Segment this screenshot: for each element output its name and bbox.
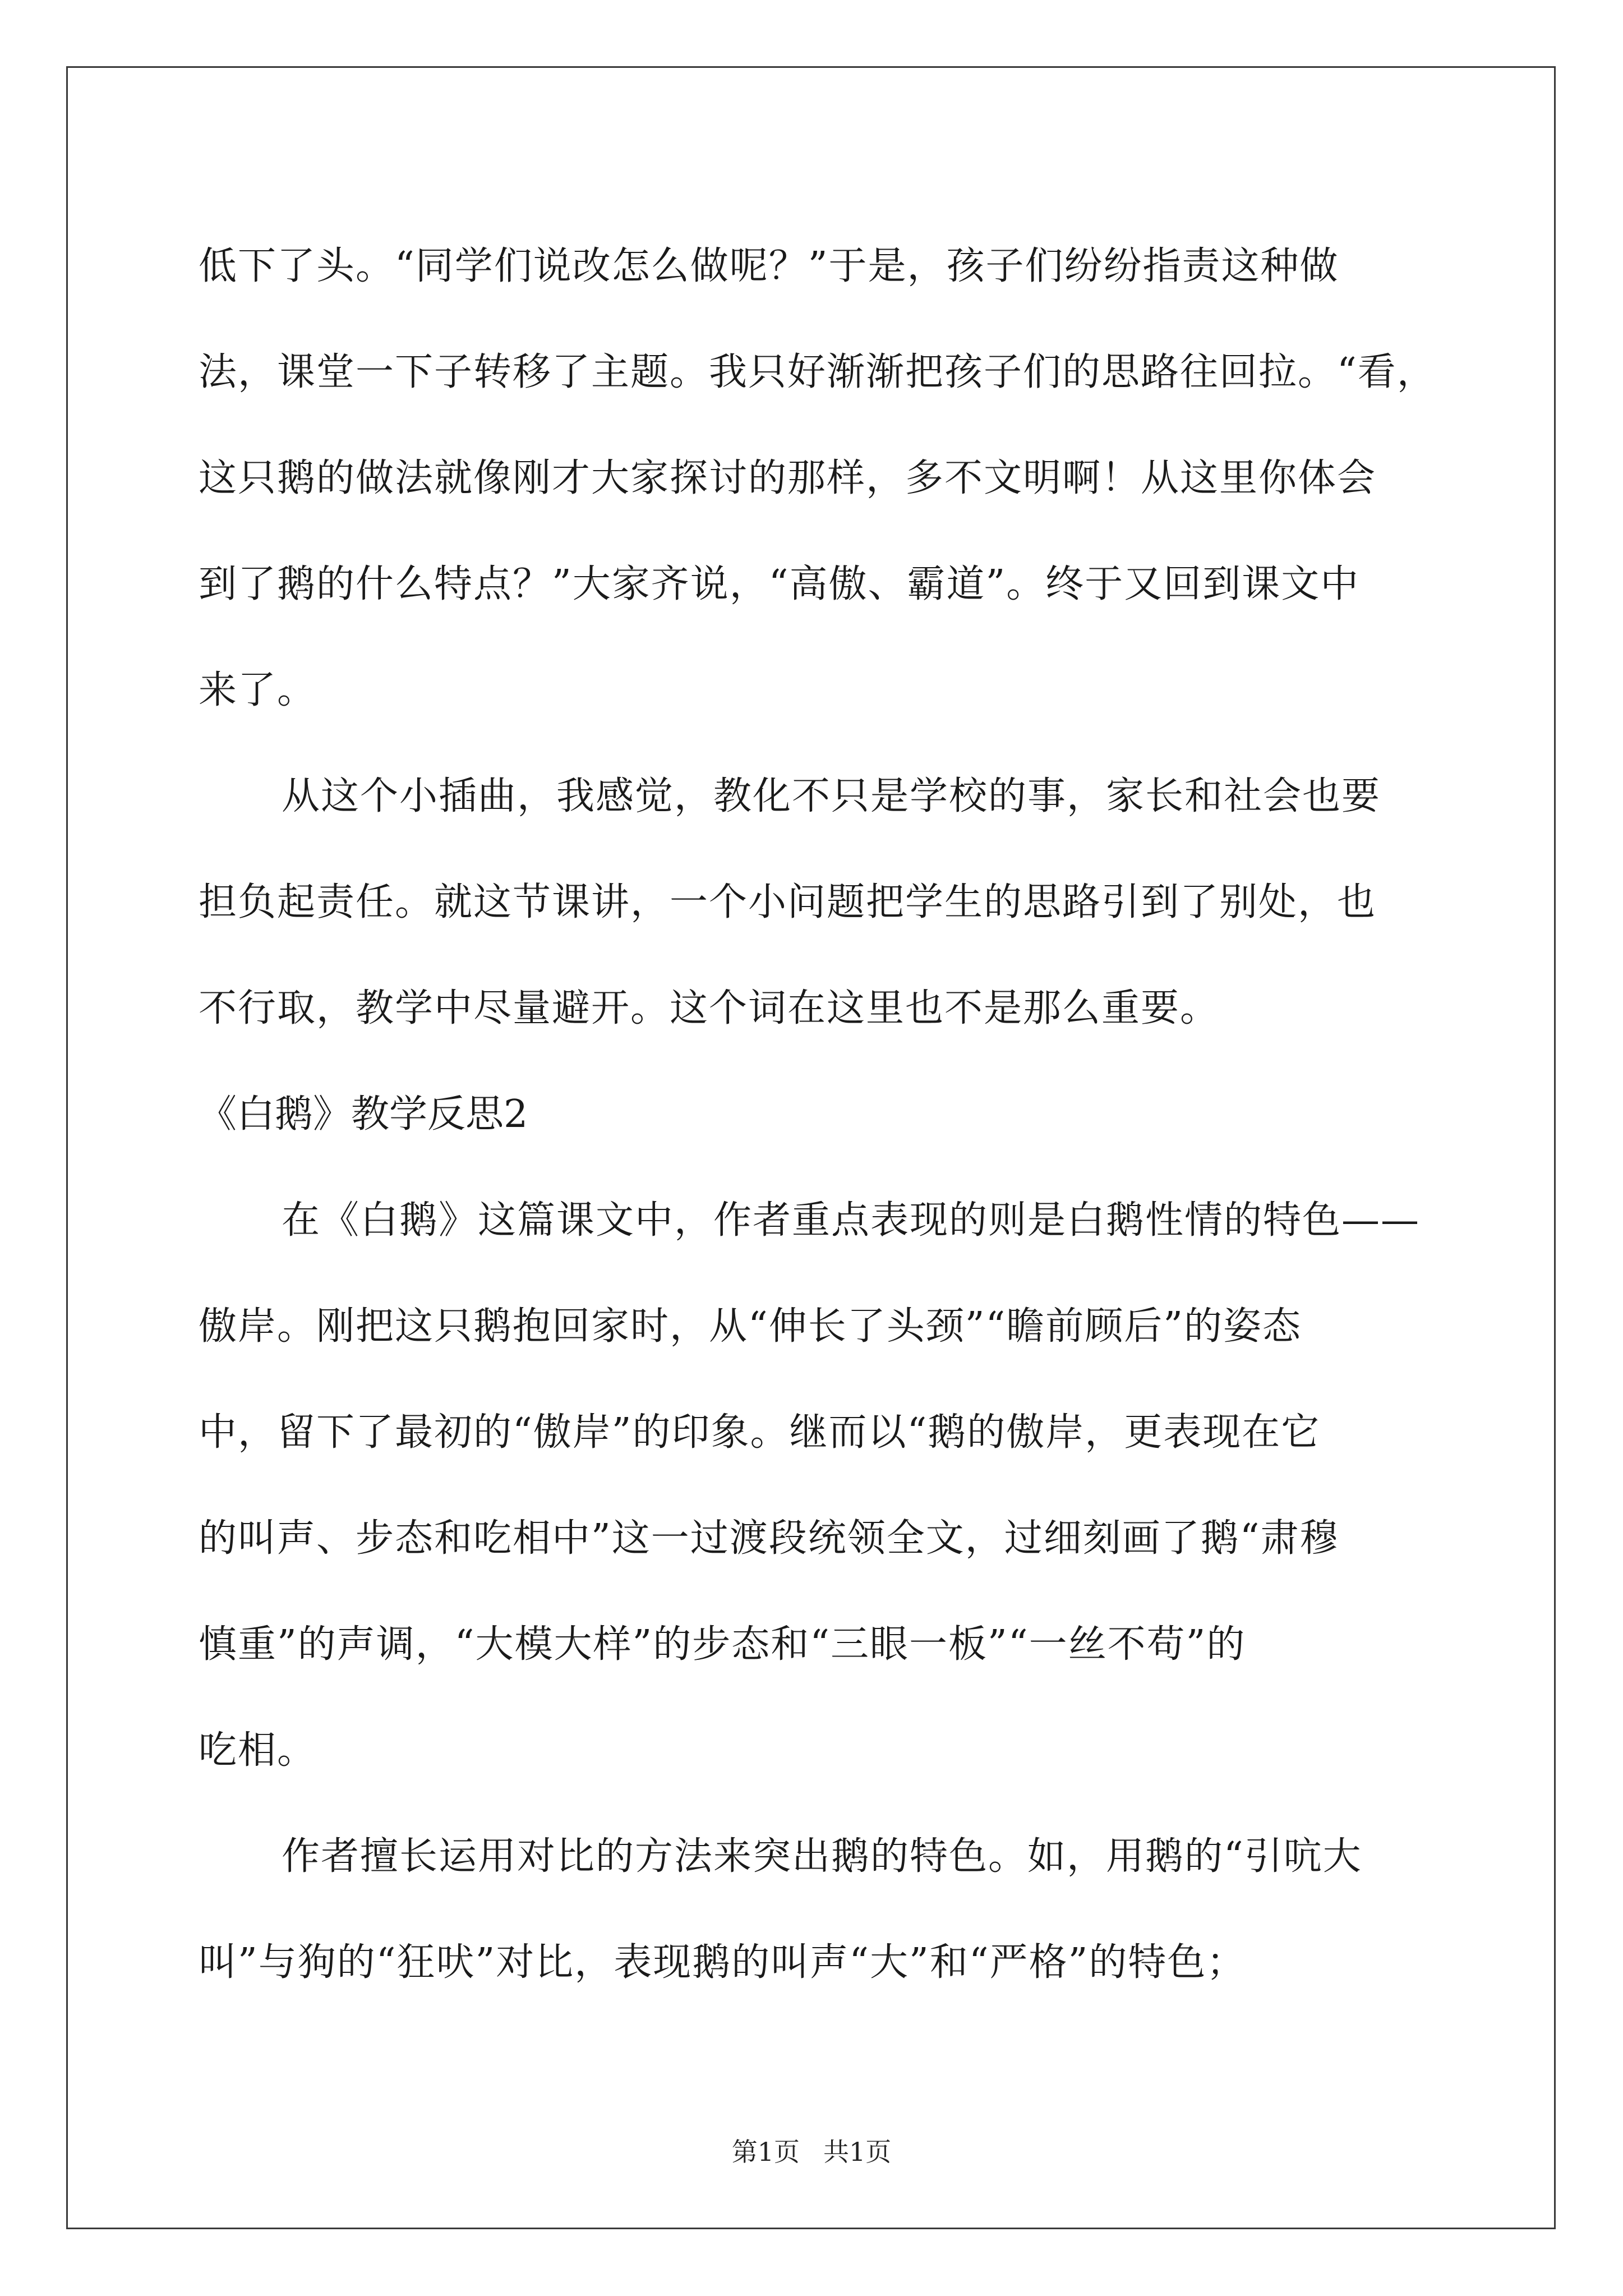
paragraph-line: 到了鹅的什么特点？”大家齐说，“高傲、霸道”。终于又回到课文中: [199, 562, 1360, 606]
paragraph-line: 的叫声、步态和吃相中”这一过渡段统领全文，过细刻画了鹅“肃穆: [199, 1516, 1339, 1561]
page-footer: [0, 2132, 1623, 2169]
paragraph-line: 不行取，教学中尽量避开。这个词在这里也不是那么重要。: [199, 986, 1220, 1030]
paragraph-line: 来了。: [199, 668, 317, 712]
section-heading: 《白鹅》教学反思2: [199, 1092, 528, 1137]
paragraph-line: 作者擅长运用对比的方法来突出鹅的特色。如，用鹅的“引吭大: [282, 1834, 1362, 1879]
paragraph-line: 慎重”的声调，“大模大样”的步态和“三眼一板”“一丝不苟”的: [199, 1622, 1246, 1667]
paragraph-line: 这只鹅的做法就像刚才大家探讨的那样，多不文明啊！从这里你体会: [199, 456, 1377, 500]
paragraph-line: 担负起责任。就这节课讲，一个小问题把学生的思路引到了别处，也: [199, 880, 1377, 924]
paragraph-line: 从这个小插曲，我感觉，教化不只是学校的事，家长和社会也要: [282, 774, 1381, 818]
page-number: 第1页: [731, 2137, 800, 2167]
paragraph-line: 在《白鹅》这篇课文中，作者重点表现的则是白鹅性情的特色——: [282, 1198, 1421, 1243]
paragraph-line: 中，留下了最初的“傲岸”的印象。继而以“鹅的傲岸，更表现在它: [199, 1410, 1321, 1455]
page-total: 共1页: [823, 2137, 892, 2167]
paragraph-line: 叫”与狗的“狂吠”对比，表现鹅的叫声“大”和“严格”的特色；: [199, 1940, 1246, 1985]
paragraph-line: 法，课堂一下子转移了主题。我只好渐渐把孩子们的思路往回拉。“看，: [199, 350, 1436, 394]
paragraph-line: 低下了头。“同学们说改怎么做呢？”于是，孩子们纷纷指责这种做: [199, 244, 1339, 288]
document-body: [199, 213, 1466, 2016]
paragraph-line: 吃相。: [199, 1728, 317, 1773]
paragraph-line: 傲岸。刚把这只鹅抱回家时，从“伸长了头颈”“瞻前顾后”的姿态: [199, 1304, 1302, 1349]
